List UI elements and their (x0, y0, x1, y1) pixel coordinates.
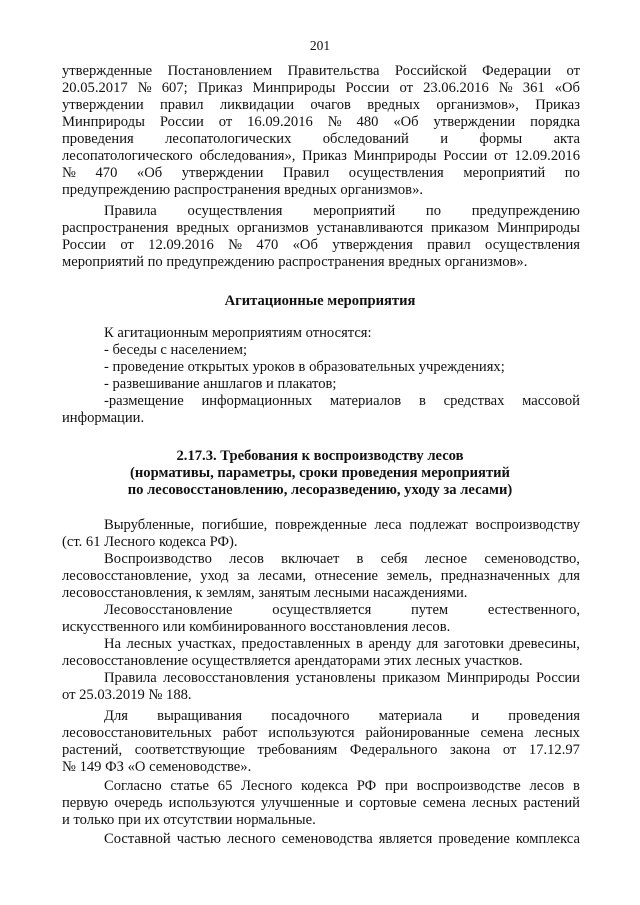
word: и (471, 708, 480, 724)
page-number: 201 (309, 38, 331, 53)
word: в (356, 551, 364, 567)
word: России (345, 80, 390, 96)
word: кодекса (301, 778, 349, 794)
word: осуществления (187, 203, 283, 219)
word: сортовые (359, 795, 417, 811)
body-line: (ст. 61 Лесного кодекса РФ). (62, 534, 238, 550)
word: в (418, 393, 426, 409)
body-line (62, 742, 580, 759)
word: требованиям (257, 742, 338, 758)
word: семеноводство, (484, 551, 580, 567)
word: 12.09.2016 (148, 237, 214, 253)
word: уход (200, 568, 229, 584)
para2-last-line: мероприятий по предупреждению распространения вредных организмов». (62, 254, 528, 270)
word: Составной (104, 831, 171, 847)
word: путем (410, 602, 449, 618)
word: от (399, 80, 414, 96)
word: устанавливаются (316, 220, 424, 236)
word: Правила (104, 670, 157, 686)
word: лесов (229, 551, 264, 567)
word: для (558, 568, 580, 584)
agitation-item-tail: информации. (62, 410, 145, 426)
word: организмов», (436, 97, 519, 113)
body-line (104, 517, 580, 534)
body-line (104, 708, 580, 725)
para2-line (62, 220, 580, 237)
word: Приказ (302, 148, 347, 164)
word: Минприроды (62, 114, 145, 130)
word: «Об (136, 165, 163, 181)
word: семеноводства (281, 831, 373, 847)
para1-line (62, 131, 580, 148)
word: России (62, 237, 106, 253)
word: лесовосстановления (163, 670, 290, 686)
word: мероприятий (313, 203, 396, 219)
word: Для (104, 708, 128, 724)
word: лесовосстановление, (62, 568, 192, 584)
word: себя (380, 551, 408, 567)
word: Согласно (104, 778, 162, 794)
word: лесопатологических (165, 131, 292, 147)
word: в (573, 778, 580, 794)
word: акта (553, 131, 580, 147)
word: от (120, 237, 134, 253)
word: соответствующие (134, 742, 245, 758)
word: Приказ (197, 80, 243, 96)
body-line (104, 551, 580, 568)
word: обследований (322, 131, 409, 147)
word: в (356, 636, 363, 652)
word: России (159, 114, 204, 130)
para1-line (62, 114, 580, 131)
word: № (137, 80, 152, 96)
word: от (218, 114, 233, 130)
word: обследования», (199, 148, 296, 164)
word: материала (378, 708, 443, 724)
body-line (104, 636, 580, 653)
word: № (327, 114, 342, 130)
word: порядка (530, 114, 580, 130)
word: лесов (529, 778, 565, 794)
body-line (62, 568, 580, 585)
word: лесопатологического (62, 148, 193, 164)
word: очередь (114, 795, 163, 811)
body-line (62, 795, 580, 812)
word: является (378, 831, 433, 847)
word: лесных (534, 725, 580, 741)
word: «Об (292, 237, 318, 253)
word: средствах (443, 393, 505, 409)
word: Федерации (482, 63, 552, 79)
word: массовой (522, 393, 580, 409)
word: 17.12.97 (528, 742, 580, 758)
word: распространения (62, 220, 169, 236)
word: материалов (329, 393, 402, 409)
word: Вырубленные, (104, 517, 195, 533)
word: участках, (177, 636, 236, 652)
word: Постановлением (167, 63, 273, 79)
word: земель, (386, 568, 433, 584)
word: 12.09.2016 (514, 148, 580, 164)
word: утвержденные (62, 63, 153, 79)
word: осуществления (348, 165, 444, 181)
body-line: лесовосстановления, к землям, занятым лесными насаждениями. (62, 585, 468, 601)
word: выращивания (157, 708, 243, 724)
word: по (564, 165, 580, 181)
agitation-item: - беседы с населением; (104, 342, 248, 358)
body-line (104, 670, 580, 687)
word: осуществляется (272, 602, 372, 618)
word: лесное (424, 551, 468, 567)
word: «Об (393, 114, 419, 130)
word: по (425, 203, 441, 219)
word: аренду (368, 636, 412, 652)
word: № (498, 80, 513, 96)
word: естественного, (487, 602, 580, 618)
word: лесных (471, 795, 518, 811)
word: организмов (237, 220, 309, 236)
word: используются (268, 725, 355, 741)
word: приказом (382, 670, 441, 686)
word: погибшие, (201, 517, 268, 533)
word: Минприроды (497, 220, 580, 236)
word: 470 (95, 165, 118, 181)
word: от (494, 148, 508, 164)
word: Минприроды (446, 670, 530, 686)
word: № (228, 237, 243, 253)
word: 607; (161, 80, 188, 96)
word: мероприятий (463, 165, 546, 181)
para1-line (62, 80, 580, 97)
word: посадочного (271, 708, 350, 724)
word: Воспроизводство (104, 551, 212, 567)
word: России (443, 148, 488, 164)
word: 23.06.2016 (423, 80, 489, 96)
word: лесного (226, 831, 276, 847)
word: первую (62, 795, 109, 811)
word: осуществления (485, 237, 580, 253)
word: заготовки (443, 636, 504, 652)
word: семена (422, 795, 466, 811)
word: № (62, 165, 76, 181)
word: Лесного (241, 778, 293, 794)
word: Правила (104, 203, 157, 219)
word: информационных (201, 393, 313, 409)
word: приказом (430, 220, 490, 236)
word: Правил (282, 165, 330, 181)
word: проведения (508, 708, 580, 724)
agitation-intro: К агитационным мероприятиям относятся: (104, 325, 372, 341)
word: очагов (310, 97, 351, 113)
agitation-item: - проведение открытых уроков в образовательных учреждениях; (104, 359, 505, 375)
word: ликвидации (219, 97, 295, 113)
word: улучшенные (261, 795, 340, 811)
word: правил (159, 97, 204, 113)
word: 470 (256, 237, 279, 253)
word: предупреждению (471, 203, 580, 219)
para2-first-line (104, 203, 580, 220)
word: включает (281, 551, 340, 567)
word: статье (170, 778, 210, 794)
body-line (104, 602, 580, 619)
section-heading-reproduction-line3: по лесовосстановлению, лесоразведению, уходу за лесами) (127, 482, 513, 498)
word: воспроизводстве (416, 778, 521, 794)
word: древесины, (509, 636, 580, 652)
agitation-item (104, 393, 580, 410)
body-line: искусственного или комбинированного восстановления лесов. (62, 619, 451, 635)
word: от (566, 63, 580, 79)
word: лесных (126, 636, 173, 652)
word: Лесовосстановление (104, 602, 233, 618)
word: 480 (356, 114, 379, 130)
para1-line (62, 63, 580, 80)
para1-last-line: предупреждению распространения вредных организмов». (62, 182, 424, 198)
word: -размещение (104, 393, 184, 409)
word: районированные (365, 725, 470, 741)
para2-line (62, 237, 580, 254)
word: используются (168, 795, 256, 811)
word: леса (374, 517, 402, 533)
word: Федерального (349, 742, 438, 758)
word: за (237, 568, 250, 584)
word: утверждения (332, 237, 413, 253)
word: лесовосстановительных (62, 725, 212, 741)
body-line: и только при их отсутствии нормальные. (62, 812, 316, 828)
word: отнесение (314, 568, 379, 584)
word: «Об (554, 80, 580, 96)
section-heading-reproduction: 2.17.3. Требования к воспроизводству лесов (176, 448, 464, 464)
body-line: от 25.03.2019 № 188. (62, 687, 192, 703)
word: утверждении (181, 165, 264, 181)
word: утверждении (433, 114, 516, 130)
word: лесами, (258, 568, 307, 584)
word: для (416, 636, 439, 652)
word: 20.05.2017 (62, 80, 128, 96)
section-heading-agitation: Агитационные мероприятия (224, 293, 416, 309)
word: России (535, 670, 580, 686)
word: частью (176, 831, 221, 847)
body-line (104, 831, 580, 848)
word: воспроизводству (475, 517, 580, 533)
para1-line (62, 148, 580, 165)
word: работ (222, 725, 258, 741)
word: предоставленных (241, 636, 351, 652)
word: установлены (295, 670, 376, 686)
word: вредных (367, 97, 421, 113)
word: 65 (217, 778, 233, 794)
agitation-item: - развешивание аншлагов и плакатов; (104, 376, 337, 392)
para1-line (62, 97, 580, 114)
word: Правительства (287, 63, 380, 79)
word: от (502, 742, 517, 758)
word: 16.09.2016 (247, 114, 313, 130)
body-line (104, 778, 580, 795)
word: подлежат (409, 517, 468, 533)
body-line (62, 725, 580, 742)
word: растений (523, 795, 580, 811)
word: закона (450, 742, 491, 758)
word: утверждении (62, 97, 144, 113)
word: На (104, 636, 122, 652)
word: предназначенных (440, 568, 550, 584)
word: растений, (62, 742, 123, 758)
section-heading-reproduction-line2: (нормативы, параметры, сроки проведения мероприятий (130, 465, 510, 481)
word: семена (480, 725, 524, 741)
body-line: лесовосстановление осуществляется арендаторами этих лесных участков. (62, 653, 523, 669)
word: формы (479, 131, 523, 147)
word: Приказ (535, 97, 580, 113)
word: Минприроды (252, 80, 336, 96)
word: вредных (176, 220, 230, 236)
body-line: № 149 ФЗ «О семеноводстве». (62, 759, 252, 775)
word: комплекса (515, 831, 580, 847)
word: Российской (394, 63, 467, 79)
word: при (384, 778, 408, 794)
word: Минприроды (353, 148, 437, 164)
word: проведение (438, 831, 510, 847)
word: правил (427, 237, 471, 253)
word: и (440, 131, 449, 147)
word: поврежденные (275, 517, 367, 533)
word: проведения (62, 131, 134, 147)
word: и (345, 795, 354, 811)
word: РФ (356, 778, 377, 794)
word: 361 (522, 80, 545, 96)
para1-line (62, 165, 580, 182)
